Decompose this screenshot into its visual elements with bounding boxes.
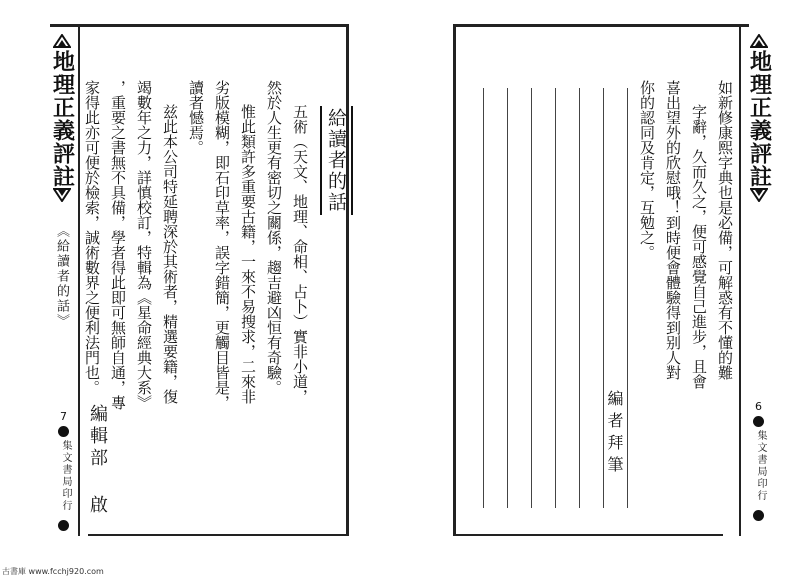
right-side-title-block [743, 34, 775, 202]
ruled-column-line [555, 88, 556, 508]
body-line: 喜出望外的欣慰哦！到時便會體驗得到别人對 [664, 80, 682, 380]
right-page-top-rule [453, 24, 749, 27]
body-line: 家得此亦可便於檢索，誠術數界之便利法門也。 [83, 80, 101, 395]
left-side-title-block [46, 34, 78, 202]
right-page-bottom-rule [453, 534, 723, 536]
book-title: 地理正義評註 [746, 50, 772, 188]
page-bottom-bullet [753, 510, 764, 521]
body-line: 你的認同及肯定，互勉之。 [638, 80, 656, 260]
ruled-column-line [483, 88, 484, 508]
left-page-top-rule [50, 24, 348, 27]
page-number-bullet [753, 416, 764, 427]
body-line: 劣版模糊，即石印草率，誤字錯簡，更觸目皆是， [213, 80, 231, 410]
right-side-divider [739, 24, 741, 536]
body-line: 兹此本公司特延聘深於其術者，精選要籍，復 [161, 104, 179, 404]
body-line: 讀者憾焉。 [187, 80, 205, 155]
site-watermark: 古書庫 www.fcchj920.com [2, 567, 104, 576]
ruled-column-line [579, 88, 580, 508]
up-triangle-icon [750, 34, 768, 48]
page-number-bullet [58, 426, 69, 437]
body-line: 如新修康熙字典也是必備，可解惑有不懂的難 [716, 80, 734, 380]
down-triangle-icon [53, 188, 71, 202]
page-heading: 給讀者的話 [320, 106, 353, 215]
book-title: 地理正義評註 [49, 50, 75, 188]
ruled-column-line [627, 88, 628, 508]
up-triangle-icon [53, 34, 71, 48]
publisher-label: 集文書局印行 [60, 440, 71, 512]
left-page [38, 24, 360, 540]
body-line: 五術（天文、地理、命相、占卜）實非小道， [291, 104, 309, 404]
down-triangle-icon [750, 188, 768, 202]
publisher-label: 集文書局印行 [755, 430, 766, 502]
signature: 編輯部 啟 [87, 404, 108, 517]
page-number: 7 [60, 410, 67, 423]
body-line: 惟此類許多重要古籍，一來不易搜求，二來非 [239, 104, 257, 404]
ruled-column-line [531, 88, 532, 508]
right-page [453, 24, 783, 540]
body-line: 字辭，久而久之，便可感覺自己進步，且會 [690, 104, 708, 389]
ruled-column-line [507, 88, 508, 508]
body-line: ，重要之書無不具備，學者得此即可無師自通，專 [109, 80, 127, 410]
right-page-left-rule [453, 24, 456, 536]
signature: 編者拜筆 [605, 390, 624, 478]
section-subtitle: 《給讀者的話》 [54, 224, 69, 329]
page-number: 6 [755, 400, 762, 413]
page-bottom-bullet [58, 520, 69, 531]
body-line: 竭數年之力，詳慎校訂，特輯為《星命經典大系》 [135, 80, 153, 410]
left-page-right-rule [346, 24, 349, 536]
left-page-bottom-rule [88, 534, 348, 536]
body-line: 然於人生更有密切之關係，趨吉避凶恒有奇驗。 [265, 80, 283, 395]
left-side-divider [78, 24, 80, 536]
